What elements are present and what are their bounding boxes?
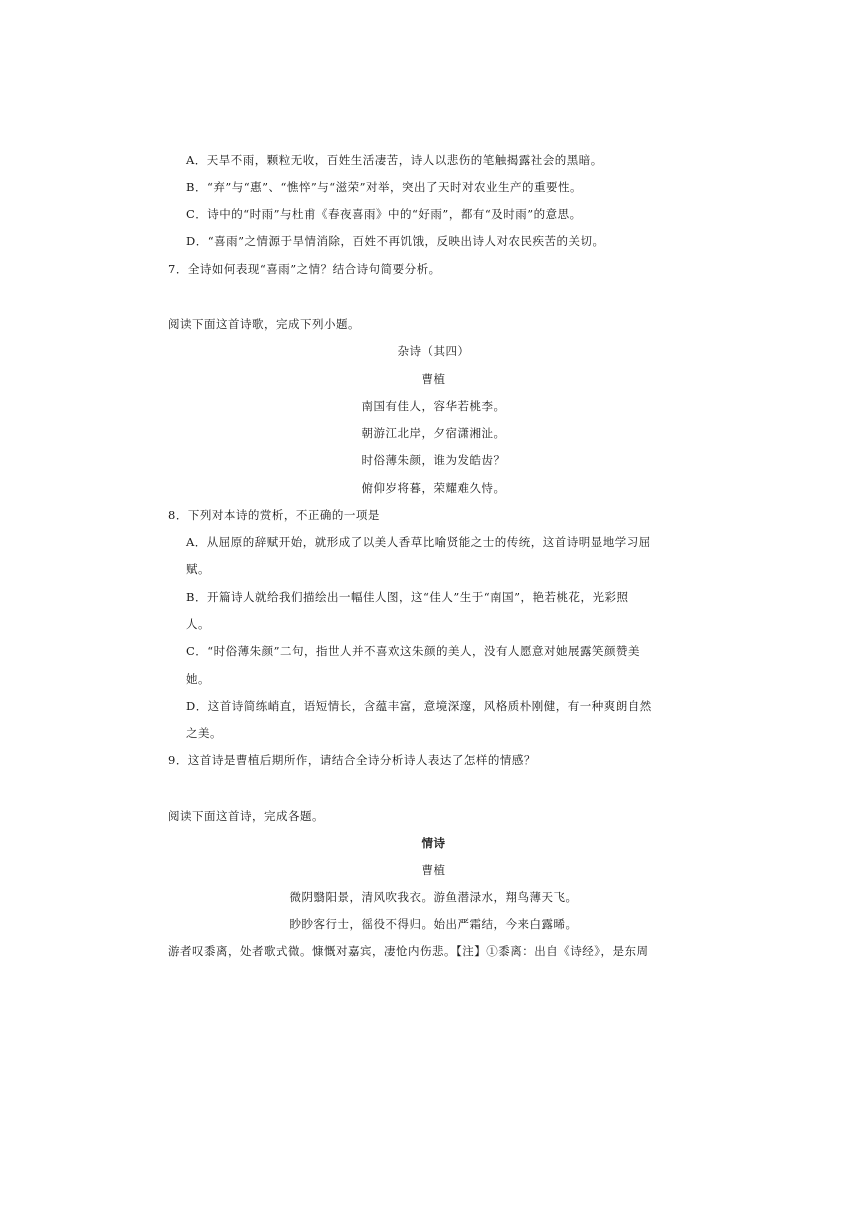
q8-option-c-cont: 她。: [186, 672, 210, 686]
poem-author: 曹植: [421, 372, 446, 386]
q8-option-d-cont: 之美。: [186, 726, 222, 740]
section-3-intro: 阅读下面这首诗，完成各题。: [168, 809, 324, 823]
poem-line: 时俗薄朱颜，谁为发皓齿？: [361, 453, 506, 467]
q8-option-b: B．开篇诗人就给我们描绘出一幅佳人图，这“佳人”生于“南国”，艳若桃花，光彩照: [186, 590, 629, 604]
poem-line: 俯仰岁将暮，荣耀难久恃。: [361, 481, 506, 495]
q6-option-a: A．天旱不雨，颗粒无收，百姓生活凄苦，诗人以悲伤的笔触揭露社会的黑暗。: [186, 153, 603, 167]
q6-option-b: B．“弃”与“惠”、“憔悴”与“滋荣”对举，突出了天时对农业生产的重要性。: [186, 180, 582, 194]
poem-line-with-note: 游者叹黍离，处者歌式微。慷慨对嘉宾，凄怆内伤悲。【注】①黍离：出自《诗经》，是东周: [168, 944, 649, 958]
poem-line: 眇眇客行士，徭役不得归。始出严霜结，今来白露晞。: [289, 917, 578, 931]
poem-line: 朝游江北岸，夕宿潇湘沚。: [361, 426, 506, 440]
q8-option-b-cont: 人。: [186, 617, 210, 631]
poem-title: 杂诗（其四）: [397, 344, 470, 358]
q8-option-a-cont: 赋。: [186, 562, 210, 576]
q8-option-c: C．“时俗薄朱颜”二句，指世人并不喜欢这朱颜的美人，没有人愿意对她展露笑颜赞美: [186, 644, 641, 658]
poem-author: 曹植: [421, 863, 446, 877]
question-8-stem: 8．下列对本诗的赏析，不正确的一项是: [168, 508, 380, 522]
poem-title: 情诗: [421, 836, 446, 850]
poem-line: 南国有佳人，容华若桃李。: [361, 399, 506, 413]
q6-option-d: D．“喜雨”之情源于旱情消除，百姓不再饥饿，反映出诗人对农民疾苦的关切。: [186, 234, 605, 248]
q6-option-c: C．诗中的“时雨”与杜甫《春夜喜雨》中的“好雨”，都有“及时雨”的意思。: [186, 207, 582, 221]
section-2-intro: 阅读下面这首诗歌，完成下列小题。: [168, 317, 360, 331]
question-7: 7．全诗如何表现“喜雨”之情？结合诗句简要分析。: [168, 262, 441, 276]
q8-option-d: D．这首诗简练峭直，语短情长，含蕴丰富，意境深邃，风格质朴刚健，有一种爽朗自然: [186, 699, 652, 713]
question-9: 9．这首诗是曹植后期所作，请结合全诗分析诗人表达了怎样的情感？: [168, 753, 536, 767]
q8-option-a: A．从屈原的辞赋开始，就形成了以美人香草比喻贤能之士的传统，这首诗明显地学习屈: [186, 535, 651, 549]
poem-line: 微阴翳阳景，清风吹我衣。游鱼潜渌水，翔鸟薄天飞。: [289, 890, 578, 904]
